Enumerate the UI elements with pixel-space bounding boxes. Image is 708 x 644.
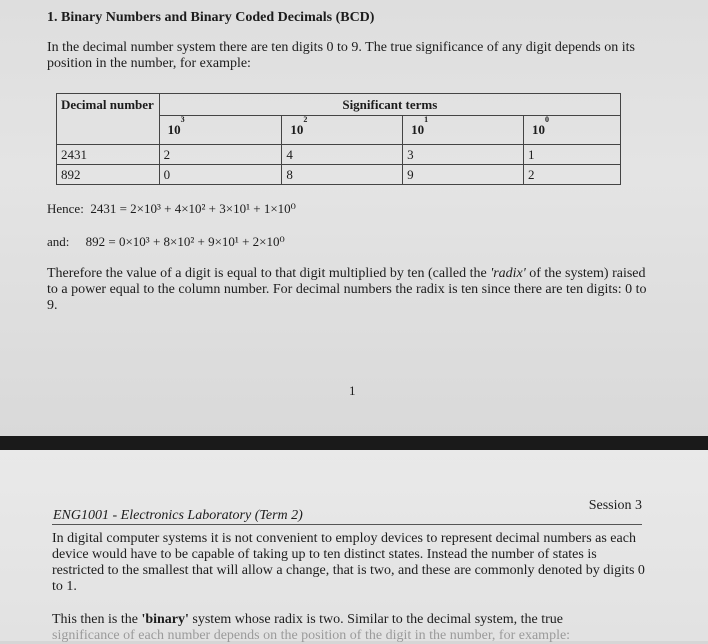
power-header: $10^3$ [159, 116, 282, 145]
digit-cell: 2 [159, 145, 282, 165]
digit-cell: 4 [282, 145, 403, 165]
significant-terms-table [56, 93, 621, 185]
hence-equation: Hence: 2431 = 2×10³ + 4×10² + 3×10¹ + 1×10⁰ [47, 201, 296, 216]
digit-cell: 2 [523, 165, 620, 185]
decimal-number-cell: 2431 [57, 145, 160, 165]
intro-paragraph: In the decimal number system there are ten digits 0 to 9. The true significance of any digit depends on its position in the number, for example: [47, 40, 635, 71]
table-row [57, 145, 621, 165]
and-equation: and: 892 = 0×10³ + 8×10² + 9×10¹ + 2×10⁰ [47, 234, 285, 249]
decimal-number-header: Decimal number [57, 94, 160, 145]
digit-cell: 8 [282, 165, 403, 185]
session-label: Session 3 [588, 498, 642, 513]
digit-cell: 1 [523, 145, 620, 165]
decimal-number-cell: 892 [57, 165, 160, 185]
power-header: $10^2$ [282, 116, 403, 145]
digital-paragraph: In digital computer systems it is not convenient to employ devices to represent decimal numbers as each device would have to be capable of taking up to ten distinct states. Instead the number of states is restricted to the smallest that will allow a change, that is two, and these are commonly denoted by digits 0 to 1. [52, 531, 645, 594]
section-heading: 1. Binary Numbers and Binary Coded Decimals (BCD) [47, 10, 375, 25]
therefore-paragraph: Therefore the value of a digit is equal to that digit multiplied by ten (called the 'radix' of the system) raised to a power equal to the column number. For decimal numbers the radix is ten since there are ten digits: 0 to 9. [47, 266, 647, 313]
power-header: $10^1$ [403, 116, 524, 145]
digit-cell: 0 [159, 165, 282, 185]
binary-paragraph: This then is the 'binary' system whose radix is two. Similar to the decimal system, the true significance of each number depends on the position of the digit in the number, for example: [52, 612, 571, 643]
page-separator [0, 436, 708, 450]
digit-cell: 3 [403, 145, 524, 165]
power-header: $10^0$ [523, 116, 620, 145]
header-rule [52, 524, 642, 525]
significant-terms-header: Significant terms [159, 94, 620, 116]
page-two [0, 450, 708, 641]
course-title: ENG1001 - Electronics Laboratory (Term 2) [53, 508, 303, 523]
page-number: 1 [349, 383, 356, 398]
table-row [57, 165, 621, 185]
digit-cell: 9 [403, 165, 524, 185]
